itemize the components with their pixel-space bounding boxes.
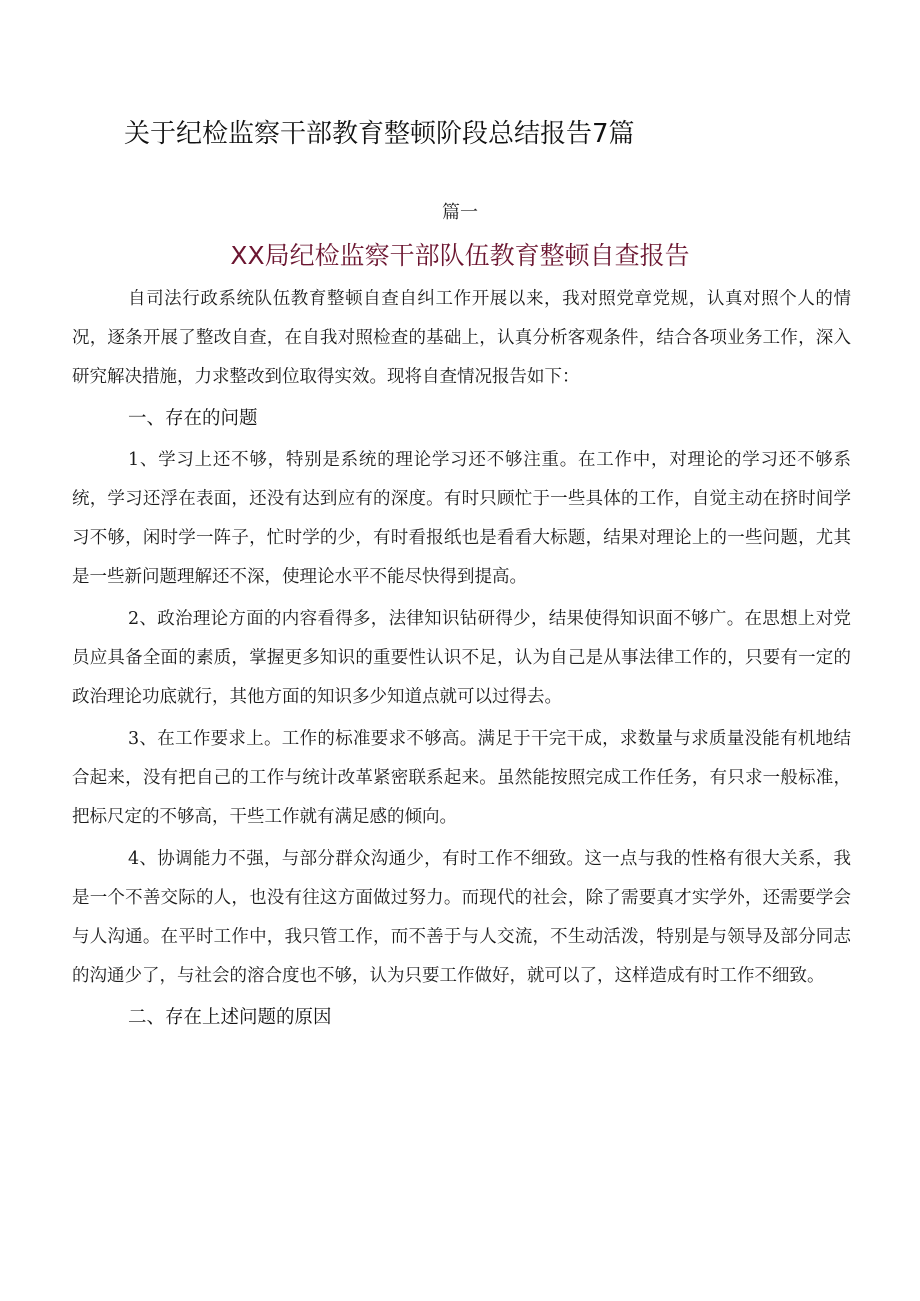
section-heading-problems: 一、存在的问题	[128, 408, 258, 429]
section-heading-causes: 二、存在上述问题的原因	[128, 1007, 332, 1028]
intro-paragraph: 自司法行政系统队伍教育整顿自查自纠工作开展以来，我对照党章党规，认真对照个人的情况，逐条开展了整改自查，在自我对照检查的基础上，认真分析客观条件，结合各项业务工作，深入研究解决措施，力求整改到位取得实效。现将自查情况报告如下：	[72, 289, 851, 387]
document-body	[72, 280, 851, 1040]
problem-paragraph-2: 2、政治理论方面的内容看得多，法律知识钻研得少，结果使得知识面不够广。在思想上对党员应具备全面的素质，掌握更多知识的重要性认识不足，认为自己是从事法律工作的，只要有一定的政治理论功底就行，其他方面的知识多少知道点就可以过得去。	[72, 609, 851, 707]
problem-paragraph-4: 4、协调能力不强，与部分群众沟通少，有时工作不细致。这一点与我的性格有很大关系，我是一个不善交际的人，也没有往这方面做过努力。而现代的社会，除了需要真才实学外，还需要学会与人沟通。在平时工作中，我只管工作，而不善于与人交流，不生动活泼，特别是与领导及部分同志的沟通少了，与社会的溶合度也不够，认为只要工作做好，就可以了，这样造成有时工作不细致。	[72, 849, 851, 986]
section-label: 篇一	[442, 202, 478, 223]
problem-paragraph-1: 1、学习上还不够，特别是系统的理论学习还不够注重。在工作中，对理论的学习还不够系统，学习还浮在表面，还没有达到应有的深度。有时只顾忙于一些具体的工作，自觉主动在挤时间学习不够，闲时学一阵子，忙时学的少，有时看报纸也是看看大标题，结果对理论上的一些问题，尤其是一些新问题理解还不深，使理论水平不能尽快得到提高。	[72, 450, 851, 587]
document-title: 关于纪检监察干部教育整顿阶段总结报告7篇	[124, 119, 635, 149]
report-title: XX局纪检监察干部队伍教育整顿自查报告	[230, 241, 690, 270]
problem-paragraph-3: 3、在工作要求上。工作的标准要求不够高。满足于干完干成，求数量与求质量没能有机地结合起来，没有把自己的工作与统计改革紧密联系起来。虽然能按照完成工作任务，有只求一般标准，把标尺定的不够高，干些工作就有满足感的倾向。	[72, 729, 851, 827]
